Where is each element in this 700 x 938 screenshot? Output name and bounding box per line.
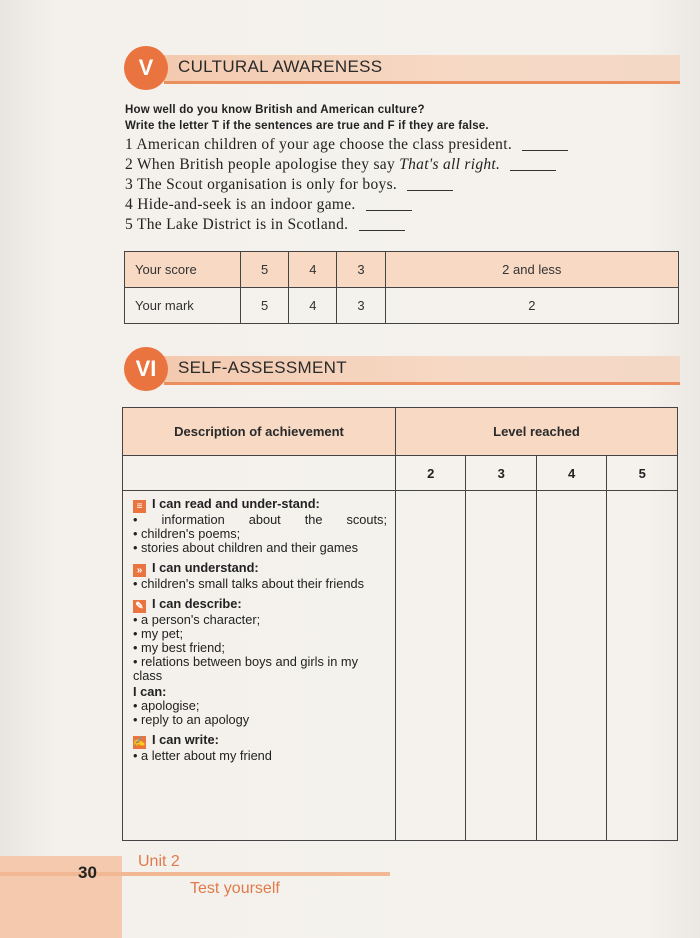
achievements-list	[123, 491, 396, 841]
level-cell[interactable]	[607, 491, 678, 841]
self-assessment-table	[122, 407, 678, 841]
mark-label: Your mark	[125, 288, 241, 324]
group-writing: ✍ I can write: • a letter about my friend	[133, 732, 272, 763]
mark-cell: 5	[241, 288, 289, 324]
level-cell[interactable]	[396, 491, 466, 841]
answer-blank[interactable]	[359, 229, 405, 231]
section-number-badge: VI	[124, 347, 168, 391]
level-4: 4	[536, 456, 606, 491]
mark-cell: 2	[385, 288, 678, 324]
answer-blank[interactable]	[510, 169, 556, 171]
achievement-row	[123, 491, 678, 841]
score-cell: 3	[337, 252, 385, 288]
section-title: SELF-ASSESSMENT	[178, 358, 347, 377]
score-table	[124, 251, 679, 324]
listening-icon: »	[133, 564, 146, 577]
level-row	[123, 456, 678, 491]
mark-cell: 4	[289, 288, 337, 324]
level-header: Level reached	[396, 408, 678, 456]
sentence-5: 5 The Lake District is in Scotland.	[125, 215, 685, 235]
page-number: 30	[78, 863, 97, 882]
sentence-text: American children of your age choose the class president.	[136, 136, 513, 153]
footer-stripe	[0, 872, 390, 876]
answer-blank[interactable]	[366, 209, 412, 211]
score-cell: 4	[289, 252, 337, 288]
true-false-sentences	[125, 135, 685, 235]
instruction-line-2: Write the letter T if the sentences are true and F if they are false.	[125, 120, 489, 132]
test-yourself-label: Test yourself	[190, 880, 280, 897]
sentence-text: The Lake District is in Scotland.	[136, 216, 349, 233]
sentence-3: 3 The Scout organisation is only for boys.	[125, 175, 685, 195]
score-cell: 2 and less	[385, 252, 678, 288]
sentence-italic-phrase: That's all right.	[399, 156, 501, 173]
header-underline	[164, 81, 680, 84]
unit-label: Unit 2	[138, 853, 180, 870]
description-header: Description of achievement	[123, 408, 396, 456]
speaking-icon: ✎	[133, 600, 146, 613]
header-underline	[164, 382, 680, 385]
empty-cell	[123, 456, 396, 491]
writing-icon: ✍	[133, 737, 146, 748]
sentence-text: Hide-and-seek is an indoor game.	[137, 196, 356, 213]
group-reading: ≡ I can read and under-stand: • information about the scouts; • children's poems; • stories about children and their games	[133, 496, 387, 555]
sentence-text: The Scout organisation is only for boys.	[136, 176, 398, 193]
section-title: CULTURAL AWARENESS	[178, 57, 383, 76]
group-listening: » I can understand: • children's small talks about their friends	[133, 560, 364, 591]
level-cell[interactable]	[466, 491, 536, 841]
score-label: Your score	[125, 252, 241, 288]
section-number-badge: V	[124, 46, 168, 90]
sentence-text: When British people apologise they say	[136, 156, 400, 173]
level-cell[interactable]	[536, 491, 606, 841]
answer-blank[interactable]	[522, 149, 568, 151]
score-cell: 5	[241, 252, 289, 288]
sentence-4: 4 Hide-and-seek is an indoor game.	[125, 195, 685, 215]
mark-row	[125, 288, 679, 324]
score-row	[125, 252, 679, 288]
answer-blank[interactable]	[407, 189, 453, 191]
level-5: 5	[607, 456, 678, 491]
section-cultural-awareness-header	[124, 50, 680, 90]
level-3: 3	[466, 456, 536, 491]
group-speaking: ✎ I can describe: • a person's character; • my pet; • my best friend; • relations between boys and girls in my class	[133, 596, 358, 683]
sentence-2: 2 When British people apologise they say That's all right.	[125, 155, 685, 175]
header-row	[123, 408, 678, 456]
sentence-1: 1 American children of your age choose the class president.	[125, 135, 685, 155]
group-general: I can: • apologise; • reply to an apology	[133, 684, 250, 727]
book-icon: ≡	[133, 500, 146, 513]
section-self-assessment-header	[124, 351, 680, 391]
footer-band	[0, 856, 122, 938]
level-2: 2	[396, 456, 466, 491]
mark-cell: 3	[337, 288, 385, 324]
instruction-line-1: How well do you know British and American culture?	[125, 104, 425, 116]
